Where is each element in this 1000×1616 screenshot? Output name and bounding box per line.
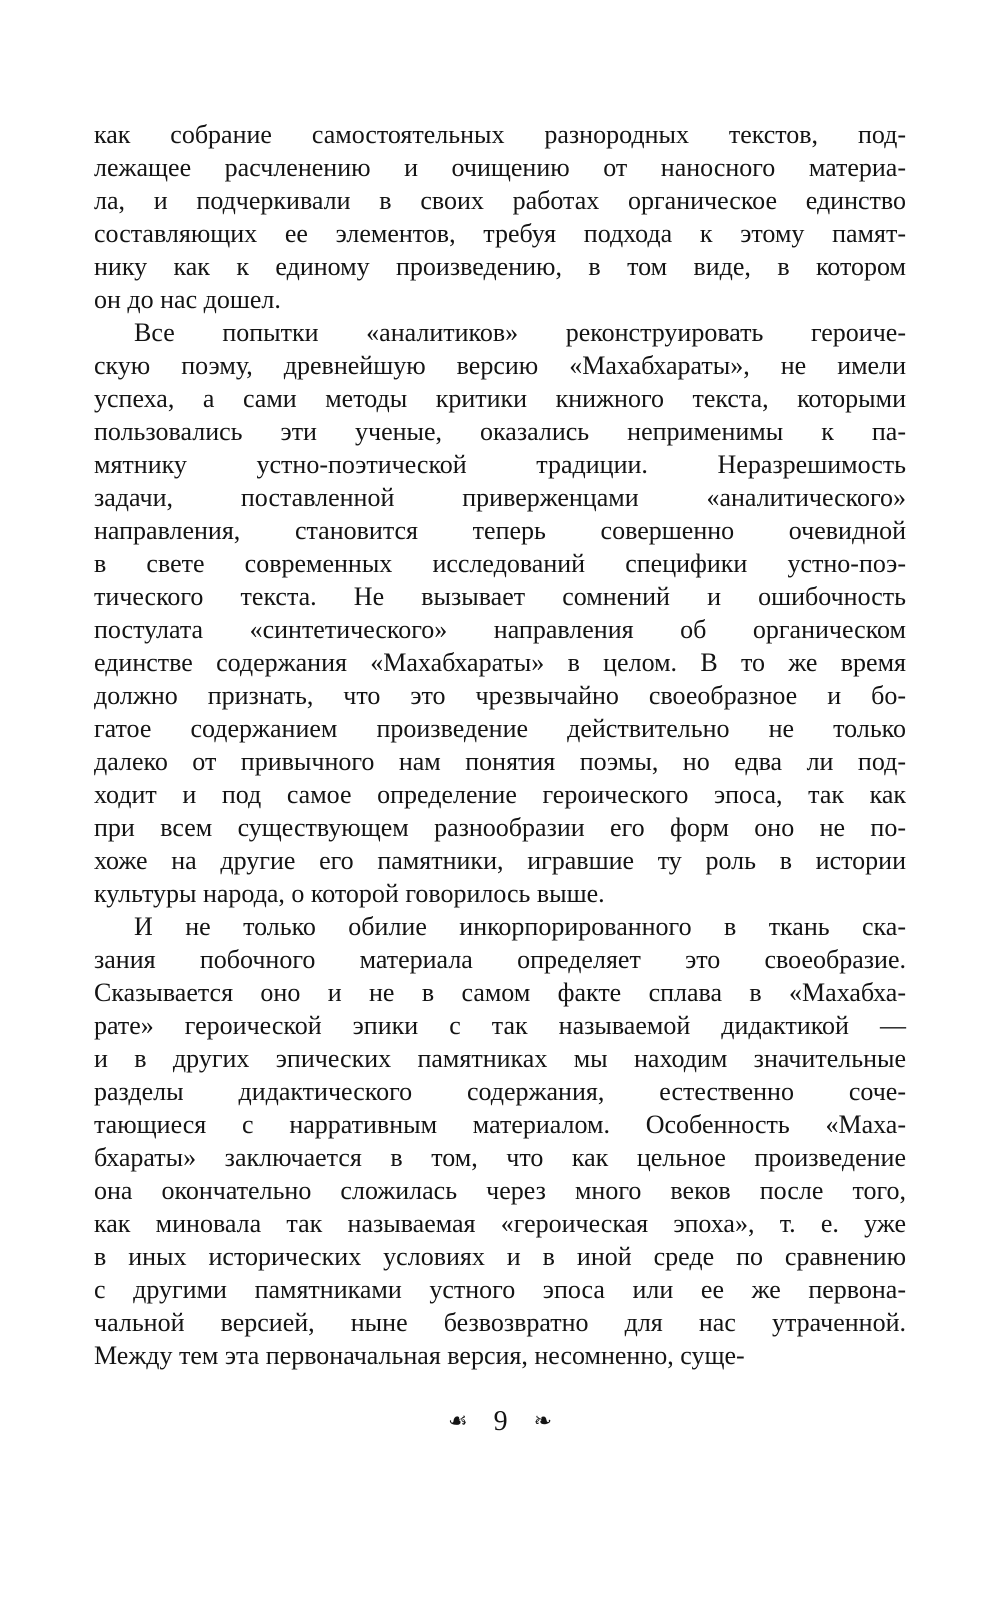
- text-line: в свете современных исследований специфики устно-поэ-: [94, 549, 906, 578]
- text-line: составляющих ее элементов, требуя подхода к этому памят-: [94, 219, 906, 248]
- paragraph: [94, 316, 906, 910]
- page-number: 9: [493, 1406, 508, 1437]
- text-line: скую поэму, древнейшую версию «Махабхараты», не имели: [94, 351, 906, 380]
- text-line: тического текста. Не вызывает сомнений и ошибочность: [94, 582, 906, 611]
- text-line: в иных исторических условиях и в иной среде по сравнению: [94, 1242, 906, 1271]
- text-line: ла, и подчеркивали в своих работах органическое единство: [94, 186, 906, 215]
- text-line: хоже на другие его памятники, игравшие ту роль в истории: [94, 846, 906, 875]
- text-line: культуры народа, о которой говорилось выше.: [94, 879, 605, 908]
- text-line: далеко от привычного нам понятия поэмы, но едва ли под-: [94, 747, 906, 776]
- text-line: рате» героической эпики с так называемой дидактикой —: [94, 1011, 906, 1040]
- text-line: единстве содержания «Махабхараты» в целом. В то же время: [94, 648, 906, 677]
- paragraph: [94, 118, 906, 316]
- text-line: и в других эпических памятниках мы находим значительные: [94, 1044, 906, 1073]
- text-line: нику как к единому произведению, в том виде, в котором: [94, 252, 906, 281]
- text-line: задачи, поставленной приверженцами «аналитического»: [94, 483, 906, 512]
- text-line: тающиеся с нарративным материалом. Особенность «Маха-: [94, 1110, 906, 1139]
- fleuron-left-icon: ☙: [447, 1409, 468, 1434]
- text-line: Все попытки «аналитиков» реконструировать героиче-: [134, 318, 906, 347]
- text-line: как собрание самостоятельных разнородных текстов, под-: [94, 120, 906, 149]
- text-line: успеха, а сами методы критики книжного текста, которыми: [94, 384, 906, 413]
- text-line: Между тем эта первоначальная версия, несомненно, суще-: [94, 1341, 745, 1370]
- text-line: направления, становится теперь совершенно очевидной: [94, 516, 906, 545]
- text-line: с другими памятниками устного эпоса или ее же первона-: [94, 1275, 906, 1304]
- text-line: гатое содержанием произведение действительно не только: [94, 714, 906, 743]
- text-line: она окончательно сложилась через много веков после того,: [94, 1176, 906, 1205]
- text-line: чальной версией, ныне безвозвратно для нас утраченной.: [94, 1308, 906, 1337]
- text-line: пользовались эти ученые, оказались неприменимы к па-: [94, 417, 906, 446]
- text-line: зания побочного материала определяет это своеобразие.: [94, 945, 906, 974]
- fleuron-right-icon: ❧: [533, 1409, 553, 1434]
- text-line: как миновала так называемая «героическая эпоха», т. е. уже: [94, 1209, 906, 1238]
- text-line: при всем существующем разнообразии его форм оно не по-: [94, 813, 906, 842]
- text-line: И не только обилие инкорпорированного в ткань ска-: [134, 912, 906, 941]
- text-line: ходит и под самое определение героического эпоса, так как: [94, 780, 906, 809]
- text-line: постулата «синтетического» направления об органическом: [94, 615, 906, 644]
- page-footer: [94, 1408, 906, 1436]
- paragraph: [94, 910, 906, 1372]
- text-block: [94, 118, 906, 1372]
- text-line: Сказывается оно и не в самом факте сплава в «Махабха-: [94, 978, 906, 1007]
- text-line: он до нас дошел.: [94, 285, 281, 314]
- text-line: должно признать, что это чрезвычайно своеобразное и бо-: [94, 681, 906, 710]
- text-line: бхараты» заключается в том, что как цельное произведение: [94, 1143, 906, 1172]
- text-line: разделы дидактического содержания, естественно соче-: [94, 1077, 906, 1106]
- text-line: мятнику устно-поэтической традиции. Неразрешимость: [94, 450, 906, 479]
- text-line: лежащее расчленению и очищению от наносного материа-: [94, 153, 906, 182]
